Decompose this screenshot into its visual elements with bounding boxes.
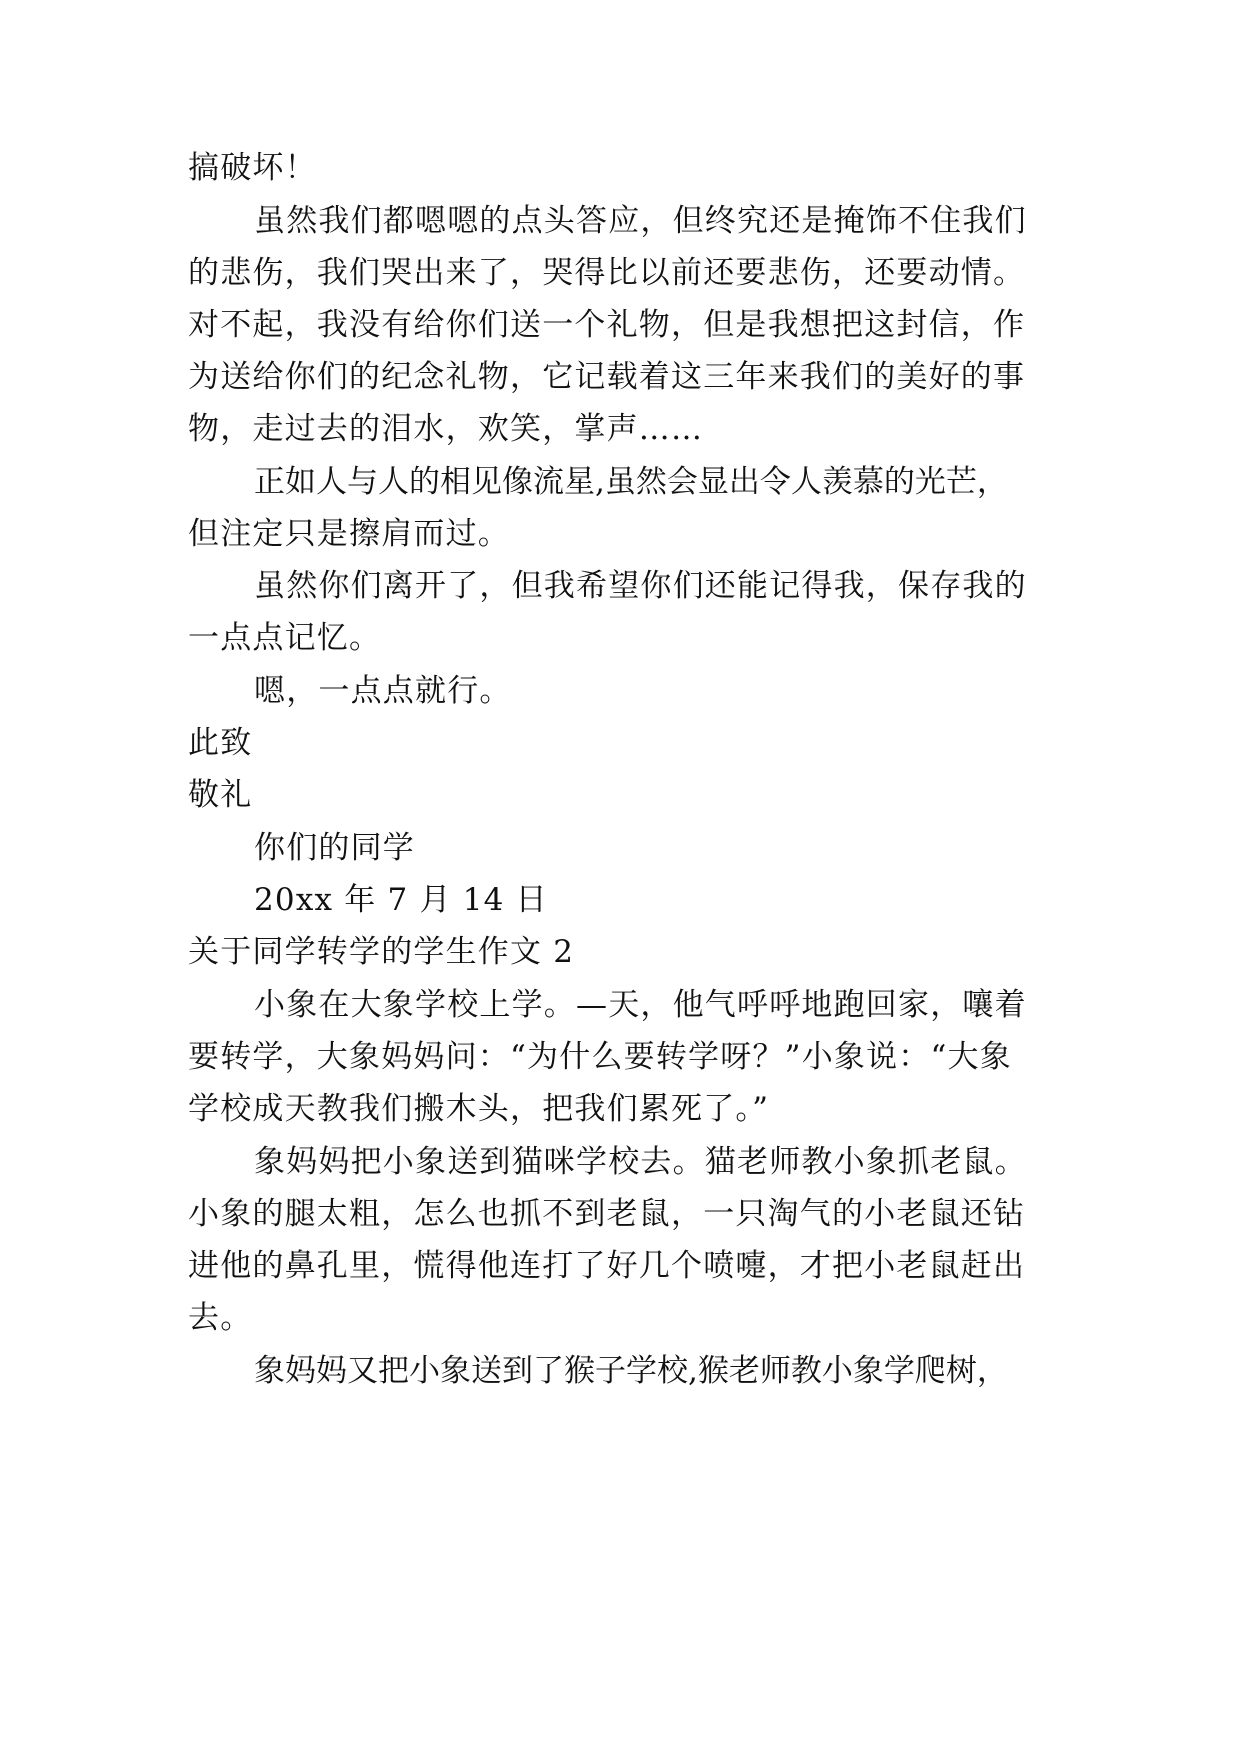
text-line-18: 要转学，大象妈妈问：“为什么要转学呀？”小象说：“大象 [188,1039,1012,1075]
text-line-11: 嗯，一点点就行。 [254,673,512,709]
text-line-8: 但注定只是擦肩而过。 [188,516,510,552]
text-line-21: 小象的腿太粗，怎么也抓不到老鼠，一只淘气的小老鼠还钻 [188,1196,1026,1232]
text-line-16: 关于同学转学的学生作文 2 [188,934,575,970]
text-line-14: 你们的同学 [254,830,415,866]
text-line-1: 搞破坏！ [188,150,317,186]
text-line-20: 象妈妈把小象送到猫咪学校去。猫老师教小象抓老鼠。 [254,1144,1027,1180]
text-line-3: 的悲伤，我们哭出来了，哭得比以前还要悲伤，还要动情。 [188,255,1026,291]
text-line-22: 进他的鼻孔里，慌得他连打了好几个喷嚏，才把小老鼠赶出 [188,1248,1026,1284]
text-line-6: 物，走过去的泪水，欢笑，掌声…… [188,411,704,447]
text-line-19: 学校成天教我们搬木头，把我们累死了。” [188,1091,770,1127]
text-line-24: 象妈妈又把小象送到了猴子学校,猴老师教小象学爬树， [254,1353,1008,1389]
text-line-4: 对不起，我没有给你们送一个礼物，但是我想把这封信，作 [188,307,1026,343]
text-line-13: 敬礼 [188,777,253,813]
text-line-7: 正如人与人的相见像流星,虽然会显出令人羡慕的光芒， [254,464,1008,500]
text-line-12: 此致 [188,725,253,761]
text-line-17: 小象在大象学校上学。—天，他气呼呼地跑回家，嚷着 [254,987,1027,1023]
text-line-9: 虽然你们离开了，但我希望你们还能记得我，保存我的 [254,568,1027,604]
text-line-2: 虽然我们都嗯嗯的点头答应，但终究还是掩饰不住我们 [254,203,1027,239]
text-line-5: 为送给你们的纪念礼物，它记载着这三年来我们的美好的事 [188,359,1026,395]
text-line-10: 一点点记忆。 [188,620,382,656]
text-line-15: 20xx 年 7 月 14 日 [254,882,548,918]
text-line-23: 去。 [188,1300,253,1336]
